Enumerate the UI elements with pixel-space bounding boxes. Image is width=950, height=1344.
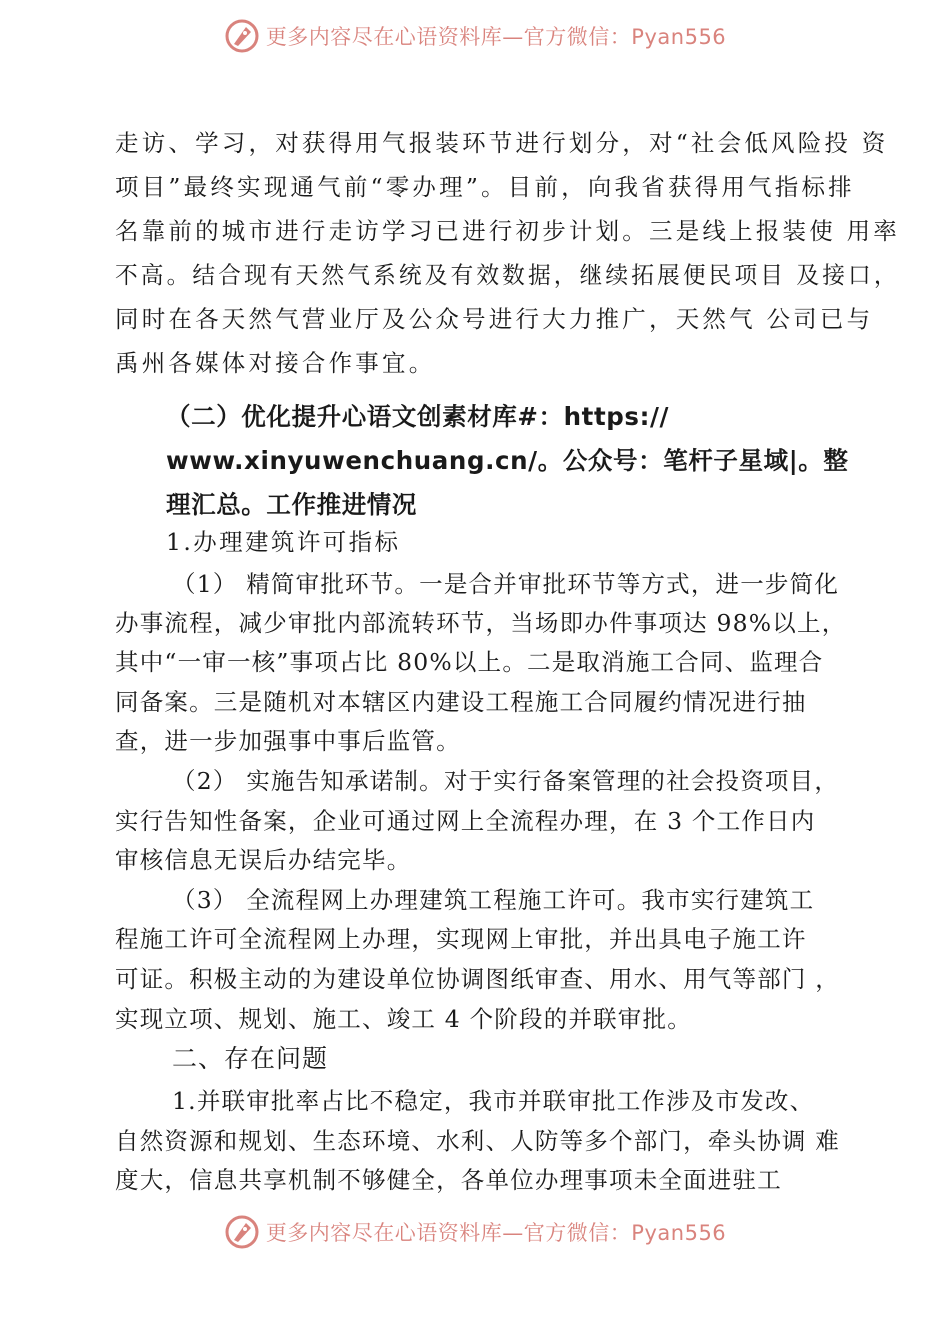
- body-line: 项目”最终实现通气前“零办理”。目前，向我省获得用气指标排: [115, 173, 855, 201]
- body-line: 可证。积极主动的为建设单位协调图纸审查、用水、用气等部门 ，: [115, 965, 840, 993]
- body-line: 程施工许可全流程网上办理，实现网上审批，并出具电子施工许: [115, 925, 807, 953]
- body-line: 同备案。三是随机对本辖区内建设工程施工合同履约情况进行抽: [115, 688, 807, 716]
- body-line: （2） 实施告知承诺制。对于实行备案管理的社会投资项目，: [172, 767, 840, 795]
- body-line: （1） 精简审批环节。一是合并审批环节等方式，进一步简化: [172, 570, 840, 598]
- section-title: 二、存在问题: [172, 1044, 329, 1073]
- body-line: 办事流程，减少审批内部流转环节，当场即办件事项达 98%以上，: [115, 609, 847, 637]
- body-line: 审核信息无误后办结完毕。: [115, 846, 412, 874]
- body-line: 实现立项、规划、施工、竣工 4 个阶段的并联审批。: [115, 1005, 692, 1033]
- body-line: （3） 全流程网上办理建筑工程施工许可。我市实行建筑工: [172, 886, 815, 914]
- body-line: 度大，信息共享机制不够健全，各单位办理事项未全面进驻工: [115, 1166, 782, 1194]
- body-line: 查，进一步加强事中事后监管。: [115, 727, 461, 755]
- watermark-text: 更多内容尽在心语资料库—官方微信：Pyan556: [265, 25, 727, 49]
- body-line: 禹州各媒体对接合作事宜。: [115, 349, 436, 377]
- section-heading-line: www.xinyuwenchuang.cn/。公众号：笔杆子星域|。整: [166, 446, 849, 475]
- body-line: 同时在各天然气营业厅及公众号进行大力推广，天然气 公司已与: [115, 305, 874, 333]
- section-heading-line: （二）优化提升心语文创素材库#：https://: [166, 402, 670, 431]
- body-line: 走访、学习，对获得用气报装环节进行划分，对“社会低风险投 资: [115, 129, 889, 157]
- body-line: 名靠前的城市进行走访学习已进行初步计划。三是线上报装使 用率: [115, 217, 900, 245]
- subheading: 1.办理建筑许可指标: [166, 528, 401, 556]
- body-line: 自然资源和规划、生态环境、水利、人防等多个部门，牵头协调 难: [115, 1127, 840, 1155]
- body-line: 其中“一审一核”事项占比 80%以上。二是取消施工合同、监理合: [115, 648, 824, 676]
- watermark-text: 更多内容尽在心语资料库—官方微信：Pyan556: [265, 1221, 727, 1245]
- footer-watermark: [0, 1212, 950, 1252]
- body-line: 1.并联审批率占比不稳定，我市并联审批工作涉及市发改、: [172, 1087, 815, 1115]
- body-line: 不高。结合现有天然气系统及有效数据，继续拓展便民项目 及接口，: [115, 261, 900, 289]
- section-heading-line: 理汇总。工作推进情况: [166, 490, 417, 519]
- body-line: 实行告知性备案，企业可通过网上全流程办理，在 3 个工作日内: [115, 807, 816, 835]
- pen-nib-logo-icon: [224, 1214, 260, 1250]
